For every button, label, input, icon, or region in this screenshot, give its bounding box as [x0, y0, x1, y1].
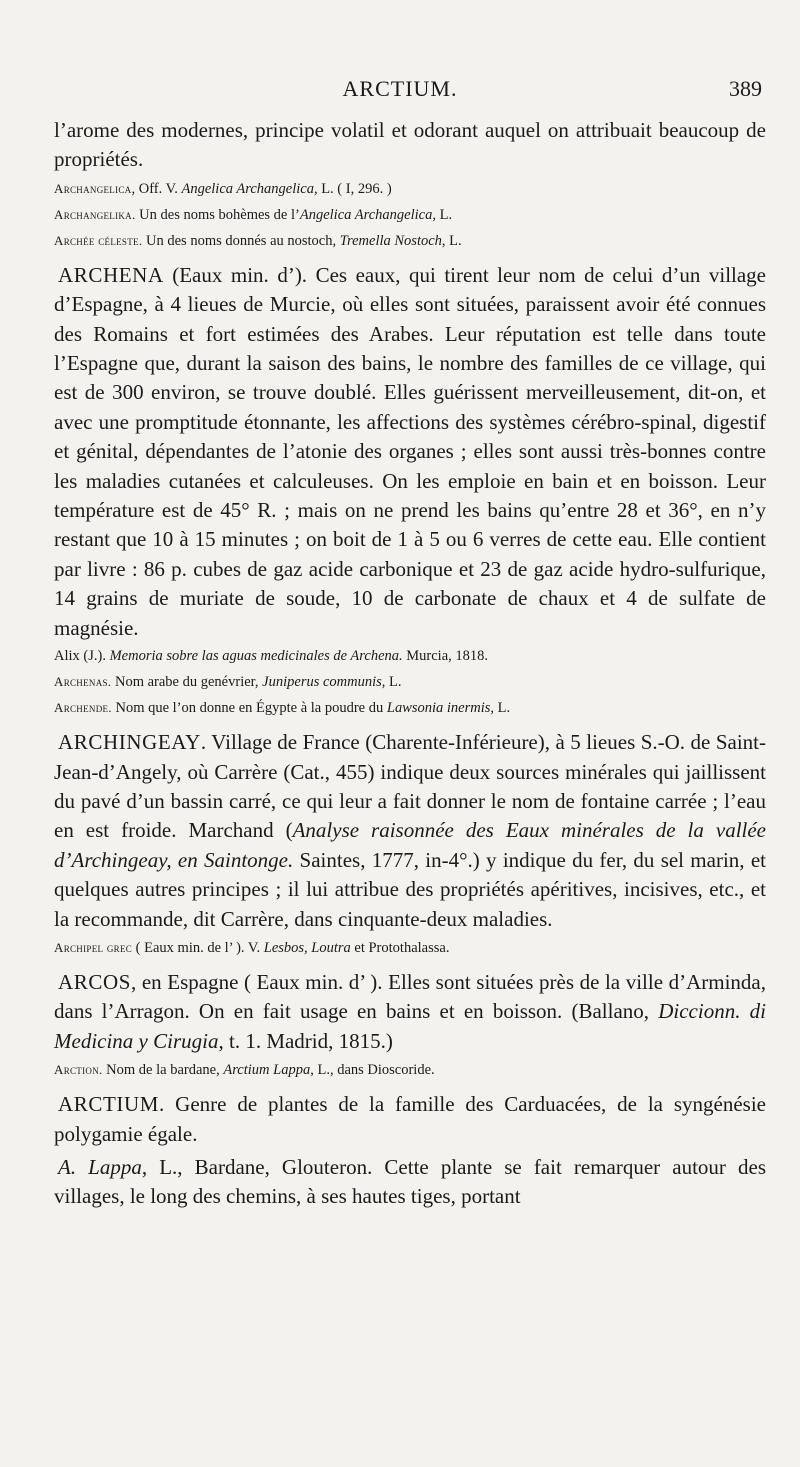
entry-text: , en Espagne ( Eaux min. d’ ). Elles sont situées près de la ville d’Arminda, dans l’Arragon. On en fait usage en bains et en boisson. (Ballano, [54, 969, 766, 1024]
entry-tail: , t. 1. Madrid, 1815.) [218, 1028, 393, 1053]
entry-archende [54, 696, 766, 720]
entry-italic: Arctium Lappa [223, 1062, 311, 1079]
entry-head: Archée céleste. [54, 232, 143, 248]
entry-italic: Analyse raisonnée des Eaux minérales de la vallée d’Archingeay, en Saintonge. [54, 818, 767, 872]
entry-head: Archangelika. [54, 206, 136, 222]
entry-tail: , L. [490, 700, 511, 717]
entry-text: , L., Bardane, Glouteron. Cette plante se fait remarquer autour des villages, le long des chemins, à ses hautes tiges, portant [54, 1154, 766, 1209]
entry-text: Un des noms donnés au nostoch, [142, 232, 340, 249]
entry-archee-celeste [54, 229, 766, 253]
entry-tail: et Protothalassa. [350, 939, 450, 956]
running-title: ARCTIUM. [342, 76, 458, 101]
entry-archingeay [54, 728, 766, 934]
entry-archenas [54, 670, 766, 694]
entry-arcos [54, 968, 766, 1056]
entry-italic: Tremella Nostoch [339, 232, 442, 249]
entry-text: Nom de la bardane, [102, 1062, 224, 1079]
paragraph-continuation [54, 116, 766, 175]
entry-head: ARCOS [58, 969, 132, 994]
body-text [54, 116, 766, 1212]
entry-tail: Murcia, 1818. [402, 648, 489, 665]
entry-head: Archipel grec [54, 939, 133, 955]
entry-text: , Off. V. [131, 180, 182, 197]
entry-head: Arction. [54, 1062, 103, 1078]
entry-italic: Angelica Archangelica [299, 206, 433, 223]
entry-text: Nom que l’on donne en Égypte à la poudre du [111, 700, 387, 717]
page-number: 389 [729, 76, 762, 101]
entry-head: Archangelica [54, 180, 132, 196]
entry-archangelica [54, 177, 766, 201]
entry-text: Un des noms bohèmes de l’ [135, 206, 300, 223]
entry-text: Nom arabe du genévrier, [111, 674, 263, 691]
entry-arction [54, 1058, 766, 1082]
entry-head: ARCTIUM [58, 1092, 160, 1117]
entry-italic: Memoria sobre las aguas medicinales de Archena. [109, 648, 403, 665]
entry-italic: Angelica Archangelica [181, 180, 314, 197]
entry-text: . Genre de plantes de la famille des Carduacées, de la syngénésie polygamie égale. [54, 1092, 766, 1146]
entry-italic: A. Lappa [58, 1154, 142, 1179]
entry-tail: , L. ( I, 296. ) [313, 180, 392, 197]
entry-tail: Saintes, 1777, in-4°.) y indique du fer, du sel marin, et quelques autres principes ; il lui attribue des propriétés apéritives, incisives, etc., et la recommande, dit Carrère, dans cinquante-deux maladies. [54, 847, 766, 931]
entry-text: Alix (J.). [54, 648, 110, 665]
entry-archena [54, 261, 766, 643]
entry-italic: Juniperus communis [262, 674, 382, 691]
entry-archangelika [54, 203, 766, 227]
entry-text: ( Eaux min. de l’ ). V. [132, 939, 264, 956]
entry-text: . Village de France (Charente-Inférieure), à 5 lieues S.-O. de Saint-Jean-d’Angely, où Carrère (Cat., 455) indique deux sources minérales qui jaillissent du pavé d’un bassin carré, ce qui leur a fait donner le nom de fontaine carrée ; l’eau en est froide. Marchand ( [54, 730, 766, 843]
entry-archipel-grec [54, 936, 766, 960]
entry-arctium-lappa [54, 1153, 766, 1212]
entry-arctium [54, 1090, 766, 1149]
entry-tail: , L., dans Dioscoride. [310, 1062, 435, 1079]
entry-tail: , L. [381, 674, 402, 691]
entry-tail: , L. [441, 232, 462, 249]
page-header [0, 76, 800, 110]
entry-tail: , L. [432, 206, 453, 223]
entry-italic: Diccionn. di Medicina y Cirugia [54, 999, 766, 1053]
entry-italic: Lesbos, Loutra [263, 939, 351, 956]
entry-head: Archenas. [54, 674, 112, 690]
entry-head: ARCHINGEAY [58, 730, 201, 755]
entry-head: ARCHENA [58, 262, 164, 287]
entry-italic: Lawsonia inermis [386, 700, 491, 717]
entry-text: (Eaux min. d’). Ces eaux, qui tirent leur nom de celui d’un village d’Espagne, à 4 lieues de Murcie, où elles sont situées, paraissent avoir été connues des Romains et fort estimées des Arabes. Leur réputation est telle dans toute l’Espagne que, durant la saison des bains, le nombre des familles de ce village, qui est de 300 environ, se trouve doublé. Elles guérissent merveilleusement, dit-on, et avec une promptitude étonnante, les affections des systèmes cérébro-spinal, digestif et génital, dépendantes de l’atonie des organes ; elles sont aussi très-bonnes contre les maladies cutanées et calculeuses. On les emploie en bain et en boisson. Leur température est de 45° R. ; mais on ne prend les bains qu’entre 28 et 36°, en n’y restant que 10 à 15 minutes ; on boit de 1 à 5 ou 6 verres de cette eau. Elle contient par livre : 86 p. cubes de gaz acide carbonique et 23 de gaz acide hydro-sulfurique, 14 grains de muriate de soude, 10 de carbonate de chaux et 4 de sulfate de magnésie. [54, 262, 766, 640]
paragraph-text: l’arome des modernes, principe volatil et odorant auquel on attribuait beaucoup de propriétés. [54, 118, 766, 172]
entry-head: Archende. [54, 700, 112, 716]
reference-alix [54, 645, 766, 668]
